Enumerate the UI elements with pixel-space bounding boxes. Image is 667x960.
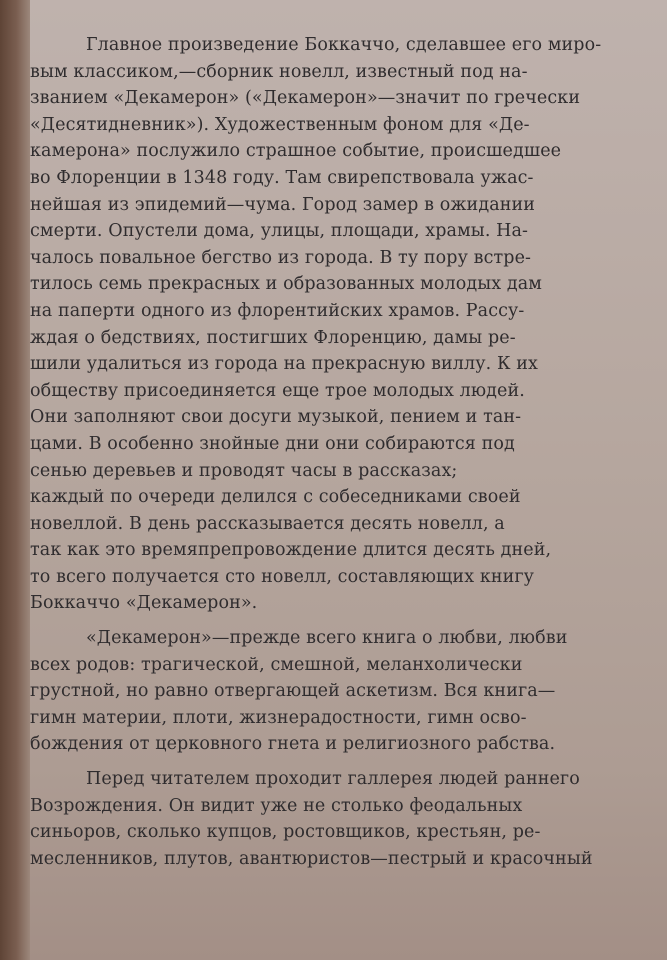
text-line: обществу присоединяется еще трое молодых людей. [30, 380, 525, 401]
text-line: камерона» послужило страшное событие, происшедшее [30, 141, 562, 162]
text-line: на паперти одного из флорентийских храмов. Рассу- [30, 300, 525, 321]
text-line: вым классиком,—сборник новелл, известный под на- [30, 61, 528, 82]
page-text [30, 32, 658, 872]
text-line: во Флоренции в 1348 году. Там свирепствовала ужас- [30, 167, 534, 188]
text-line: чалось повальное бегство из города. В ту пору встре- [30, 247, 532, 268]
text-line: ждая о бедствиях, постигших Флоренцию, дамы ре- [30, 327, 516, 348]
text-line: Главное произведение Боккаччо, сделавшее его миро- [86, 35, 602, 55]
text-line: новеллой. В день рассказывается десять новелл, а [30, 513, 505, 534]
text-line: Боккаччо «Декамерон». [30, 593, 258, 614]
text-line: бождения от церковного гнета и религиозного рабства. [30, 734, 556, 755]
paragraph-3 [30, 766, 658, 872]
text-line: синьоров, сколько купцов, ростовщиков, крестьян, ре- [30, 822, 541, 843]
text-line: званием «Декамерон» («Декамерон»—значит по гречески [30, 88, 581, 109]
text-line: тилось семь прекрасных и образованных молодых дам [30, 274, 543, 295]
text-line: Они заполняют свои досуги музыкой, пением и тан- [30, 407, 522, 428]
text-line: сенью деревьев и проводят часы в рассказах; [30, 460, 458, 481]
book-page [30, 0, 667, 960]
text-line: нейшая из эпидемий—чума. Город замер в ожидании [30, 194, 536, 215]
text-line: «Декамерон»—прежде всего книга о любви, любви [86, 628, 568, 649]
text-line: шили удалиться из города на прекрасную виллу. К их [30, 354, 538, 375]
text-line: «Десятидневник»). Художественным фоном для «Де- [30, 114, 530, 135]
text-line: каждый по очереди делился с собеседниками своей [30, 487, 521, 508]
paragraph-1 [30, 32, 658, 617]
text-line: цами. В особенно знойные дни они собираются под [30, 433, 515, 454]
book-spine-edge [0, 0, 30, 960]
text-line: так как это времяпрепровождение длится десять дней, [30, 540, 552, 561]
paragraph-2 [30, 625, 658, 758]
text-line: Возрождения. Он видит уже не столько феодальных [30, 795, 523, 816]
text-line: месленников, плутов, авантюристов—пестрый и красочный [30, 848, 593, 869]
text-line: всех родов: трагической, смешной, меланхолически [30, 654, 523, 675]
text-line: грустной, но равно отвергающей аскетизм. Вся книга— [30, 681, 556, 702]
text-line: смерти. Опустели дома, улицы, площади, храмы. На- [30, 221, 529, 242]
text-line: то всего получается сто новелл, составляющих книгу [30, 566, 535, 587]
text-line: Перед читателем проходит галлерея людей раннего [86, 769, 580, 790]
text-line: гимн материи, плоти, жизнерадостности, гимн осво- [30, 707, 527, 728]
